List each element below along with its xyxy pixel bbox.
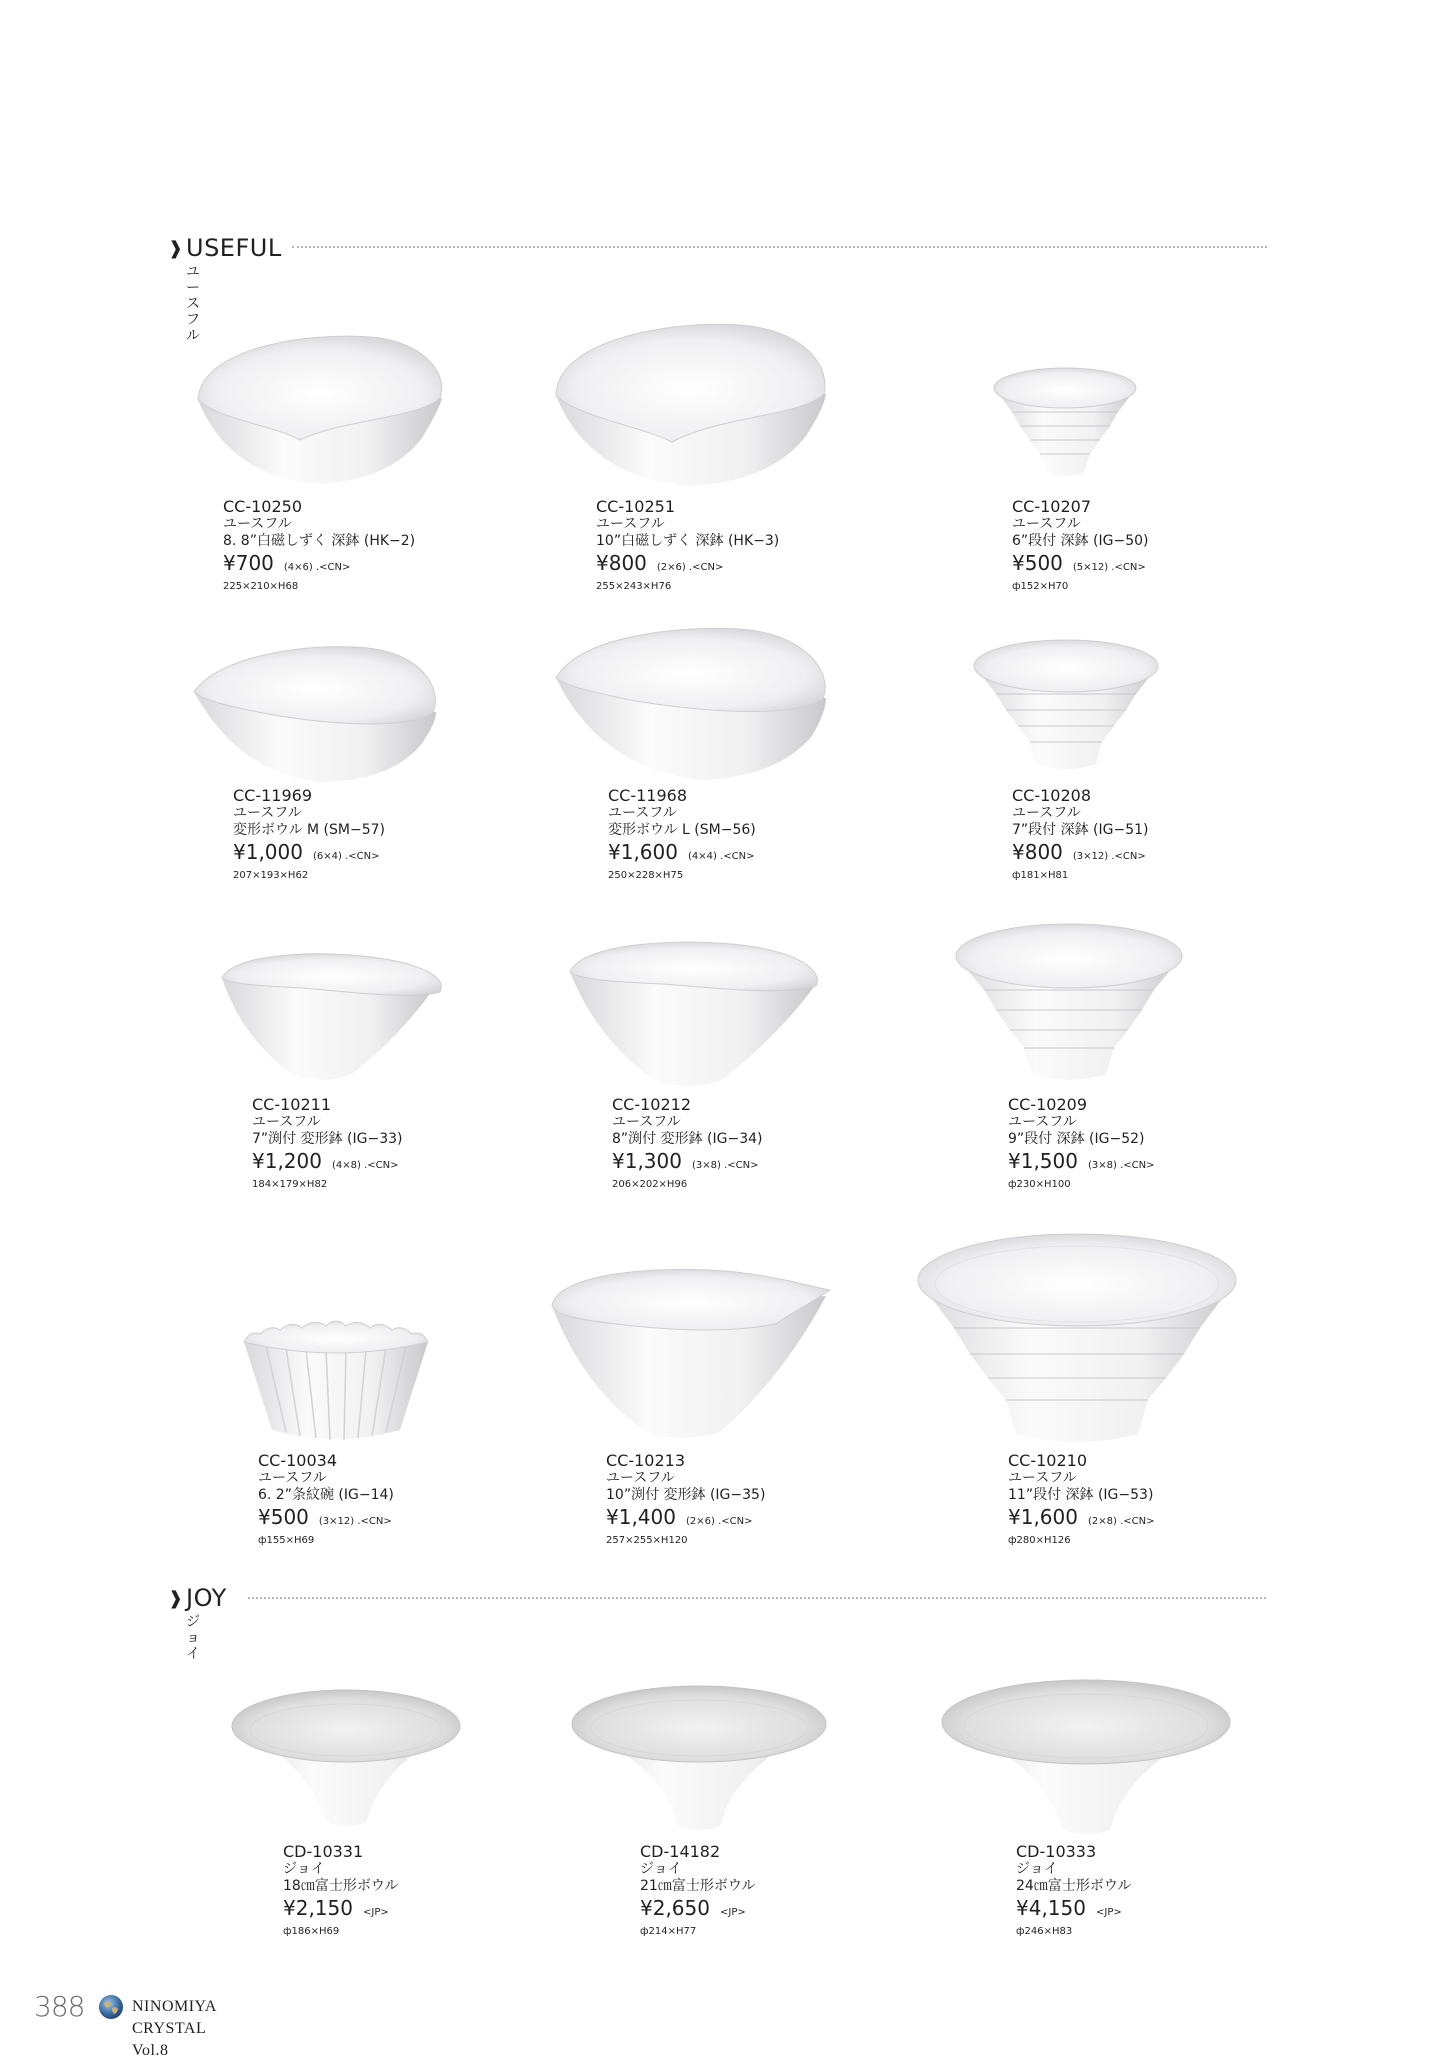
bowl-image	[952, 920, 1186, 1086]
product-code: CC-10210	[1008, 1451, 1088, 1470]
brand-name: NINOMIYA CRYSTAL Vol.8	[132, 1998, 216, 2059]
product-info	[1008, 1096, 1154, 1192]
product-size: ф230×H100	[1008, 1179, 1071, 1190]
product-series: ユースフル	[608, 805, 677, 821]
product-price: ¥1,200	[252, 1149, 322, 1173]
product-pack: (2×6) .<CN>	[656, 562, 724, 573]
product-price: ¥2,650	[640, 1896, 710, 1920]
product-size: ф246×H83	[1016, 1926, 1073, 1937]
section-divider	[248, 1597, 1266, 1599]
product-pack: (2×6) .<CN>	[685, 1516, 753, 1527]
product-name: 6. 2”条紋碗 (IG−14)	[258, 1487, 394, 1503]
product-name: 6”段付 深鉢 (IG−50)	[1012, 533, 1149, 549]
product-name: 8”渕付 変形鉢 (IG−34)	[612, 1131, 763, 1147]
product-info	[1008, 1452, 1154, 1548]
product-info	[283, 1843, 398, 1939]
product-pack: (4×6) .<CN>	[283, 562, 351, 573]
product-pack: (6×4) .<CN>	[312, 851, 380, 862]
product-series: ユースフル	[606, 1470, 675, 1486]
product-series: ジョイ	[1016, 1861, 1058, 1877]
bowl-image	[236, 1312, 436, 1448]
product-code: CC-11968	[608, 786, 688, 805]
product-series: ユースフル	[258, 1470, 327, 1486]
bowl-image	[562, 938, 832, 1094]
product-price: ¥1,600	[608, 840, 678, 864]
product-info	[252, 1096, 403, 1192]
product-size: 257×255×H120	[606, 1535, 688, 1546]
product-name: 9”段付 深鉢 (IG−52)	[1008, 1131, 1145, 1147]
product-name: 7”渕付 変形鉢 (IG−33)	[252, 1131, 403, 1147]
product-size: 206×202×H96	[612, 1179, 688, 1190]
bowl-image	[938, 1676, 1234, 1840]
bowl-image	[914, 1228, 1240, 1448]
product-code: CC-10209	[1008, 1095, 1088, 1114]
product-code: CC-10207	[1012, 497, 1092, 516]
product-code: CC-10211	[252, 1095, 332, 1114]
product-series: ユースフル	[596, 516, 665, 532]
product-name: 8. 8”白磁しずく 深鉢 (HK−2)	[223, 533, 416, 549]
product-name: 18㎝富士形ボウル	[283, 1878, 399, 1894]
product-price: ¥500	[1012, 551, 1063, 575]
product-code: CC-10208	[1012, 786, 1092, 805]
product-code: CD-14182	[640, 1842, 721, 1861]
section-subtitle: ジョイ	[186, 1614, 200, 1662]
product-size: ф214×H77	[640, 1926, 697, 1937]
product-info	[233, 787, 385, 883]
product-pack: <JP>	[1095, 1907, 1122, 1918]
product-info	[640, 1843, 755, 1939]
product-info	[1016, 1843, 1131, 1939]
product-price: ¥800	[596, 551, 647, 575]
product-size: ф186×H69	[283, 1926, 340, 1937]
product-price: ¥1,600	[1008, 1505, 1078, 1529]
product-pack: (3×12) .<CN>	[318, 1516, 392, 1527]
product-pack: (2×8) .<CN>	[1087, 1516, 1155, 1527]
section-subtitle: ユースフル	[186, 264, 200, 344]
product-code: CC-11969	[233, 786, 313, 805]
product-code: CC-10250	[223, 497, 303, 516]
product-size: 207×193×H62	[233, 870, 309, 881]
product-pack: (3×8) .<CN>	[691, 1160, 759, 1171]
product-info	[608, 787, 756, 883]
product-series: ジョイ	[283, 1861, 325, 1877]
section-divider	[292, 246, 1267, 248]
product-size: ф280×H126	[1008, 1535, 1071, 1546]
product-code: CD-10331	[283, 1842, 364, 1861]
product-name: 10”渕付 変形鉢 (IG−35)	[606, 1487, 766, 1503]
product-pack: <JP>	[719, 1907, 746, 1918]
product-name: 変形ボウル M (SM−57)	[233, 822, 385, 838]
product-price: ¥1,400	[606, 1505, 676, 1529]
product-code: CC-10212	[612, 1095, 692, 1114]
product-price: ¥700	[223, 551, 274, 575]
product-info	[1012, 498, 1149, 594]
bowl-image	[212, 948, 452, 1088]
product-name: 24㎝富士形ボウル	[1016, 1878, 1132, 1894]
page-number: 388	[34, 1990, 85, 2023]
product-price: ¥1,500	[1008, 1149, 1078, 1173]
product-size: 255×243×H76	[596, 581, 672, 592]
product-series: ユースフル	[223, 516, 292, 532]
product-code: CC-10034	[258, 1451, 338, 1470]
bowl-image	[228, 1686, 464, 1832]
product-series: ユースフル	[1012, 805, 1081, 821]
product-info	[258, 1452, 394, 1548]
product-series: ユースフル	[233, 805, 302, 821]
bowl-image	[568, 1682, 830, 1836]
product-pack: <JP>	[362, 1907, 389, 1918]
product-info	[1012, 787, 1149, 883]
product-series: ユースフル	[1008, 1470, 1077, 1486]
section-title: JOY	[186, 1584, 227, 1612]
chevron-right-icon: ❱	[168, 238, 184, 259]
product-price: ¥2,150	[283, 1896, 353, 1920]
product-pack: (5×12) .<CN>	[1072, 562, 1146, 573]
section-title: USEFUL	[186, 234, 282, 262]
product-series: ユースフル	[1012, 516, 1081, 532]
product-info	[606, 1452, 765, 1548]
product-pack: (3×12) .<CN>	[1072, 851, 1146, 862]
product-pack: (4×4) .<CN>	[687, 851, 755, 862]
product-name: 21㎝富士形ボウル	[640, 1878, 756, 1894]
product-size: ф155×H69	[258, 1535, 315, 1546]
product-pack: (3×8) .<CN>	[1087, 1160, 1155, 1171]
bowl-image	[188, 642, 440, 787]
product-size: ф152×H70	[1012, 581, 1069, 592]
bowl-image	[970, 636, 1162, 776]
product-series: ユースフル	[252, 1114, 321, 1130]
product-name: 7”段付 深鉢 (IG−51)	[1012, 822, 1149, 838]
product-name: 11”段付 深鉢 (IG−53)	[1008, 1487, 1154, 1503]
product-price: ¥1,300	[612, 1149, 682, 1173]
product-price: ¥1,000	[233, 840, 303, 864]
product-size: ф181×H81	[1012, 870, 1069, 881]
product-series: ジョイ	[640, 1861, 682, 1877]
product-code: CD-10333	[1016, 1842, 1097, 1861]
product-pack: (4×8) .<CN>	[331, 1160, 399, 1171]
product-info	[596, 498, 779, 594]
product-price: ¥800	[1012, 840, 1063, 864]
product-info	[612, 1096, 763, 1192]
chevron-right-icon: ❱	[168, 1588, 184, 1609]
product-price: ¥4,150	[1016, 1896, 1086, 1920]
product-series: ユースフル	[1008, 1114, 1077, 1130]
bowl-image	[550, 624, 830, 784]
product-size: 250×228×H75	[608, 870, 684, 881]
product-code: CC-10213	[606, 1451, 686, 1470]
product-name: 変形ボウル L (SM−56)	[608, 822, 756, 838]
bowl-image	[550, 318, 830, 490]
product-code: CC-10251	[596, 497, 676, 516]
globe-icon	[98, 1994, 124, 2020]
product-name: 10”白磁しずく 深鉢 (HK−3)	[596, 533, 780, 549]
product-size: 225×210×H68	[223, 581, 299, 592]
product-size: 184×179×H82	[252, 1179, 328, 1190]
bowl-image	[546, 1266, 836, 1446]
bowl-image	[990, 362, 1140, 482]
product-price: ¥500	[258, 1505, 309, 1529]
bowl-image	[190, 328, 450, 488]
product-series: ユースフル	[612, 1114, 681, 1130]
product-info	[223, 498, 415, 594]
